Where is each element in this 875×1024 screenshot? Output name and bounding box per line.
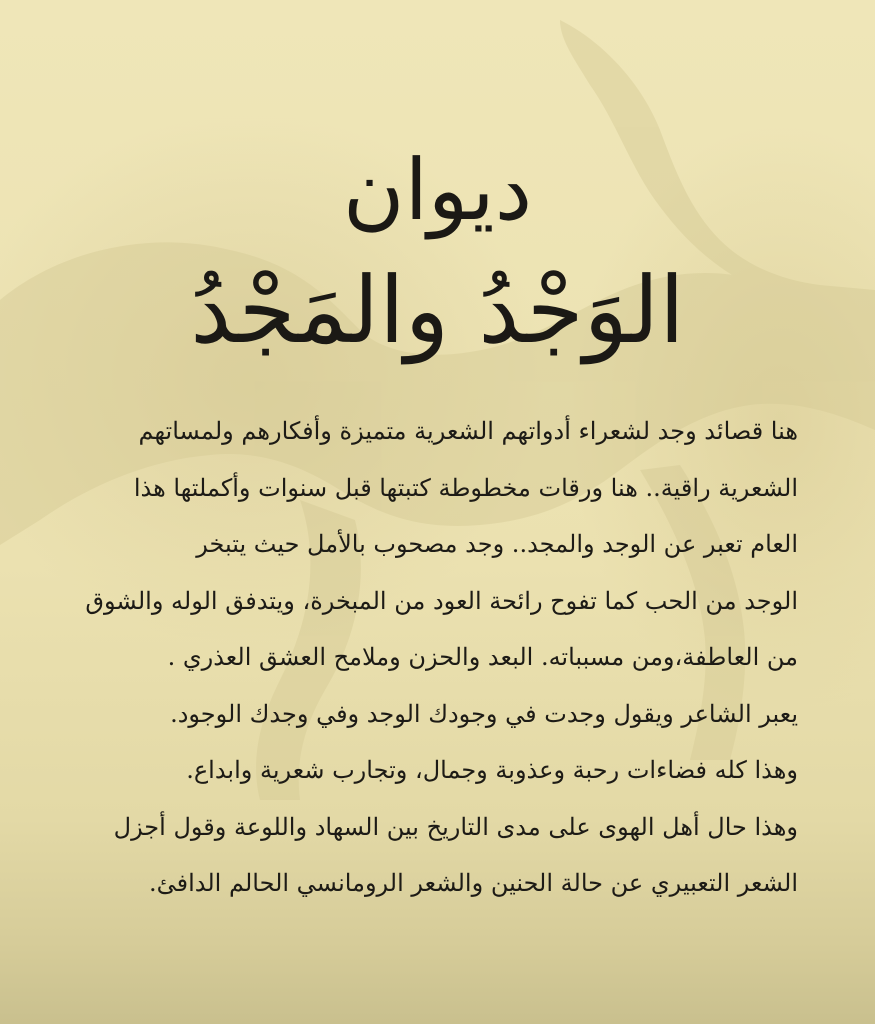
paragraph-line: من العاطفة،ومن مسبباته. البعد والحزن وملامح العشق العذري . bbox=[167, 643, 798, 671]
paragraph-line: الوجد من الحب كما تفوح رائحة العود من المبخرة، ويتدفق الوله والشوق bbox=[85, 586, 798, 615]
paragraph-line: يعبر الشاعر ويقول وجدت في وجودك الوجد وفي وجدك الوجود. bbox=[170, 699, 798, 728]
paragraph-line: الشعر التعبيري عن حالة الحنين والشعر الرومانسي الحالم الدافئ. bbox=[149, 869, 798, 897]
paragraph-line: وهذا حال أهل الهوى على مدى التاريخ بين السهاد واللوعة وقول أجزل bbox=[113, 812, 798, 841]
paragraph-line: وهذا كله فضاءات رحبة وعذوبة وجمال، وتجارب شعرية وابداع. bbox=[186, 756, 798, 784]
paragraph-line: الشعرية راقية.. هنا ورقات مخطوطة كتبتها قبل سنوات وأكملتها هذا bbox=[133, 473, 798, 502]
book-title-line-2: الوَجْدُ والمَجْدُ bbox=[190, 257, 685, 364]
description-paragraph bbox=[40, 403, 798, 912]
paragraph-line: العام تعبر عن الوجد والمجد.. وجد مصحوب بالأمل حيث يتبخر bbox=[196, 530, 798, 558]
book-title-line-1: ديوان bbox=[342, 141, 533, 239]
paragraph-line: هنا قصائد وجد لشعراء أدواتهم الشعرية متميزة وأفكارهم ولمساتهم bbox=[138, 417, 798, 445]
